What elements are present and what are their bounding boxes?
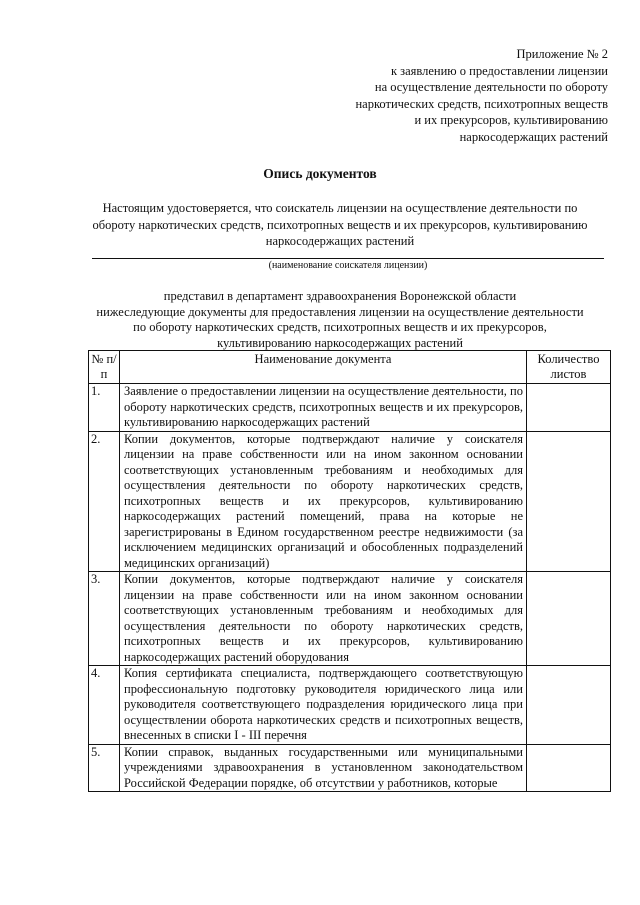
header-sheets: Количество листов [527,351,611,384]
row-number: 2. [89,431,120,572]
intro-paragraph [80,200,600,250]
row-number: 3. [89,572,120,666]
document-title: Опись документов [263,166,377,181]
appendix-line: наркосодержащих растений [459,129,608,144]
intro-line: Настоящим удостоверяется, что соискатель лицензии на осуществление деятельности по [102,201,578,215]
row-sheets [527,431,611,572]
appendix-line: и их прекурсоров, культивированию [414,113,608,127]
appendix-header [278,46,608,145]
applicant-name-caption: (наименование соискателя лицензии) [268,260,428,271]
header-document-name: Наименование документа [120,351,527,384]
appendix-line: к заявлению о предоставлении лицензии [390,63,608,78]
represented-line: по обороту наркотических средств, психотропных веществ и их прекурсоров, [133,320,547,334]
represented-line: культивированию наркосодержащих растений [217,335,463,350]
row-document-name: Заявление о предоставлении лицензии на осуществление деятельности, по обороту наркотических средств, психотропных веществ и их прекурсоров, культивированию наркосодержащих растений [120,384,527,432]
row-sheets [527,572,611,666]
appendix-line: Приложение № 2 [516,47,608,61]
represented-line: нижеследующие документы для предоставления лицензии на осуществление деятельности [96,304,584,319]
row-sheets [527,384,611,432]
table-row [89,384,611,432]
row-document-name: Копии документов, которые подтверждают наличие у соискателя лицензии на праве собственности или на ином законном основании соответствующих установленным требованиям и необходимых для осуществления деятельности по обороту наркотических средств, психотропных веществ и их прекурсоров, культивированию наркосодержащих растений помещений, права на которые не зарегистрированы в Едином государственном реестре недвижимости (за исключением медицинских организаций и обособленных подразделений медицинских организаций) [120,431,527,572]
table-row [89,572,611,666]
row-document-name: Копии документов, которые подтверждают наличие у соискателя лицензии на праве собственности или на ином законном основании соответствующих установленным требованиям и необходимых для осуществления деятельности по обороту наркотических средств, психотропных веществ и их прекурсоров, культивированию наркосодержащих растений оборудования [120,572,527,666]
row-number: 1. [89,384,120,432]
row-document-name: Копия сертификата специалиста, подтверждающего соответствующую профессиональную подготовку руководителя юридического лица или руководителя соответствующего подразделения юридического лица при осуществлении оборота наркотических средств и психотропных веществ, внесенных в списки I - III перечня [120,666,527,745]
row-document-name: Копии справок, выданных государственными или муниципальными учреждениями здравоохранения в установленном законодательством Российской Федерации порядке, об отсутствии у работников, которые [120,744,527,792]
appendix-line: наркотических средств, психотропных веществ [355,96,608,111]
table-row [89,744,611,792]
appendix-line: на осуществление деятельности по обороту [374,80,608,94]
represented-paragraph [80,289,600,351]
row-number: 4. [89,666,120,745]
applicant-name-line [92,258,604,259]
header-number: № п/п [89,351,120,384]
table-header-row [89,351,611,384]
table-row [89,431,611,572]
intro-line: обороту наркотических средств, психотропных веществ и их прекурсоров, культивированию [92,217,588,232]
table-row [89,666,611,745]
row-sheets [527,744,611,792]
intro-line: наркосодержащих растений [265,234,415,248]
row-sheets [527,666,611,745]
documents-table [88,350,611,792]
represented-line: представил в департамент здравоохранения Воронежской области [163,289,517,303]
row-number: 5. [89,744,120,792]
